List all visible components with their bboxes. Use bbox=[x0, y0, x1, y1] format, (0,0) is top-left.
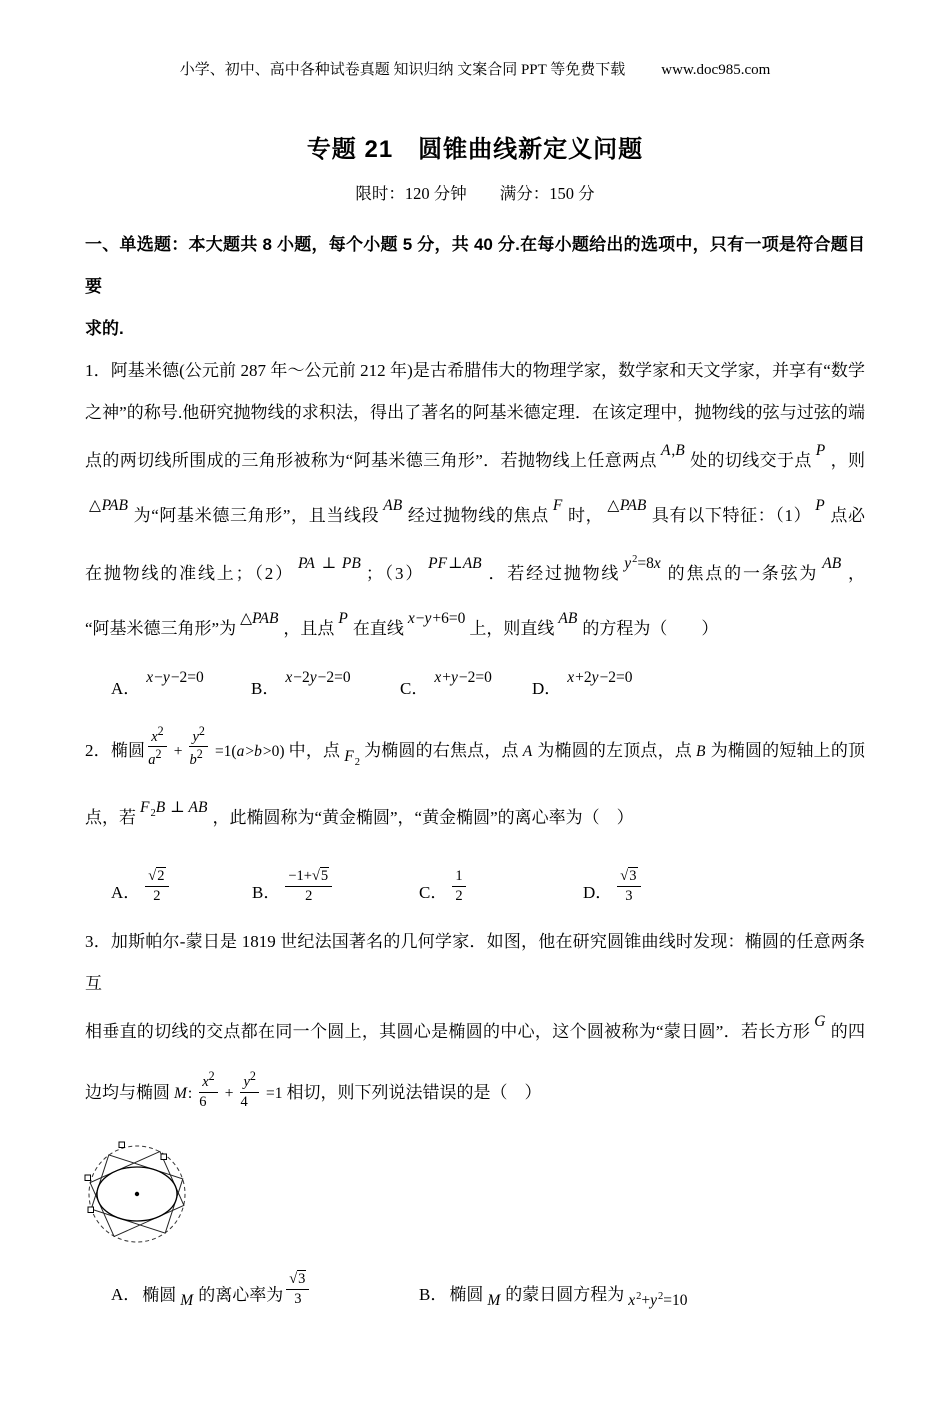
math-expression: x−y+6=0 bbox=[407, 610, 466, 628]
option-label: D． bbox=[583, 882, 613, 902]
math-expression: A,B bbox=[660, 442, 685, 459]
option-B bbox=[419, 1272, 692, 1316]
text-run: 的方程为（ ） bbox=[582, 619, 719, 639]
text-run: 的离心率为 bbox=[198, 1285, 284, 1305]
math-expression: x+y−2=0 bbox=[434, 669, 492, 687]
fraction-denominator: $a^2$ bbox=[148, 747, 162, 769]
option-label: A． bbox=[111, 1285, 141, 1305]
option-label: B． bbox=[252, 882, 281, 902]
math-fraction bbox=[145, 868, 168, 904]
text-run: 之神”的称号.他研究抛物线的求积法，得出了著名的阿基米德定理．在该定理中，抛物线的弦与过弦的端 bbox=[85, 403, 865, 422]
header-url: www.doc985.com bbox=[661, 62, 771, 78]
text-run: 为椭圆的左顶点，点 bbox=[537, 741, 692, 761]
option-A bbox=[111, 669, 251, 710]
math-expression: AB bbox=[558, 610, 578, 628]
math-expression: P bbox=[338, 610, 348, 628]
text-run: ， bbox=[846, 564, 866, 584]
page-header bbox=[0, 58, 950, 79]
option-label: A． bbox=[111, 679, 141, 699]
math-expression: M: bbox=[174, 1084, 193, 1102]
text-run: 椭圆 bbox=[142, 1285, 177, 1305]
fraction-denominator: 2 bbox=[153, 888, 161, 905]
text-line bbox=[85, 1060, 865, 1127]
text-run: 为椭圆的短轴上的顶 bbox=[710, 741, 866, 761]
option-label: D． bbox=[532, 679, 562, 699]
question-1 bbox=[85, 350, 865, 657]
text-run: 椭圆 bbox=[449, 1285, 484, 1305]
math-fraction bbox=[240, 1070, 258, 1110]
vertex-marker bbox=[119, 1142, 125, 1148]
fraction-denominator: $b^2$ bbox=[189, 747, 203, 769]
fraction-denominator: 2 bbox=[305, 888, 313, 905]
text-line bbox=[85, 308, 865, 350]
document-body bbox=[85, 224, 865, 1316]
text-run: ，且点 bbox=[283, 619, 335, 639]
option-label: B． bbox=[419, 1285, 448, 1305]
text-run: 边均与椭圆 bbox=[85, 1082, 170, 1102]
math-expression: + bbox=[173, 743, 183, 761]
math-fraction bbox=[189, 725, 207, 769]
vertex-marker bbox=[161, 1154, 167, 1160]
fraction-numerator: −1+√5 bbox=[285, 868, 332, 887]
fraction-denominator: 4 bbox=[240, 1093, 248, 1110]
monge-circle-diagram bbox=[75, 1133, 203, 1257]
text-line bbox=[85, 1005, 865, 1060]
text-run: 点的两切线所围成的三角形被称为“阿基米德三角形”．若抛物线上任意两点 bbox=[85, 451, 657, 470]
text-run: ，则 bbox=[830, 451, 866, 470]
question-3-options bbox=[85, 1261, 865, 1317]
math-expression: M bbox=[487, 1292, 501, 1310]
option-D bbox=[583, 868, 644, 913]
math-expression: AB bbox=[383, 497, 403, 514]
text-run: 的四 bbox=[830, 1021, 865, 1041]
text-line bbox=[85, 434, 865, 489]
math-expression: $y^2=8x$ bbox=[624, 554, 661, 573]
option-B bbox=[251, 669, 400, 710]
math-expression: P bbox=[815, 442, 826, 459]
text-run: 具有以下特征：（1） bbox=[651, 506, 812, 525]
text-line bbox=[85, 489, 865, 544]
text-run: 在直线 bbox=[352, 619, 404, 639]
math-expression: x+2y−2=0 bbox=[567, 669, 633, 687]
fraction-numerator: $y^2$ bbox=[189, 725, 207, 748]
text-run: 为“阿基米德三角形”，且当线段 bbox=[132, 506, 380, 525]
section-intro bbox=[85, 224, 865, 350]
text-run: 处的切线交于点 bbox=[689, 451, 812, 470]
vertex-marker bbox=[88, 1207, 94, 1213]
text-run: 时， bbox=[567, 506, 604, 525]
fraction-numerator: $y^2$ bbox=[240, 1070, 258, 1093]
text-run: ；（3） bbox=[365, 564, 425, 584]
option-C bbox=[400, 669, 532, 710]
question-2 bbox=[85, 718, 865, 852]
text-line bbox=[85, 224, 865, 308]
math-expression: B bbox=[695, 743, 706, 761]
text-line bbox=[85, 350, 865, 392]
math-expression: G bbox=[814, 1012, 826, 1030]
text-run: 点必 bbox=[829, 506, 866, 525]
math-fraction bbox=[617, 868, 640, 904]
text-line bbox=[85, 544, 865, 602]
text-run: 相切，则下列说法错误的是（ ） bbox=[286, 1082, 542, 1102]
math-expression: $x^2+y^2=10$ bbox=[628, 1291, 688, 1310]
text-run: 上，则直线 bbox=[469, 619, 555, 639]
text-run: 一、单选题：本大题共 8 小题，每个小题 5 分，共 40 分.在每小题给出的选项中，只有一项是符合题目要 bbox=[85, 235, 865, 296]
math-expression: A bbox=[522, 743, 533, 761]
math-expression: PF⊥AB bbox=[428, 555, 482, 573]
text-run: 2．椭圆 bbox=[85, 741, 146, 761]
vertex-marker bbox=[85, 1175, 91, 1181]
question-1-options bbox=[85, 657, 865, 710]
math-fraction bbox=[285, 868, 332, 904]
text-run: ．若经过抛物线 bbox=[486, 564, 621, 584]
fraction-numerator: $x^2$ bbox=[148, 725, 166, 748]
option-B bbox=[252, 868, 419, 913]
fraction-denominator: 3 bbox=[294, 1290, 302, 1307]
fraction-numerator: √3 bbox=[286, 1271, 309, 1290]
option-label: C． bbox=[419, 882, 448, 902]
text-run: 中，点 bbox=[288, 741, 341, 761]
option-A bbox=[111, 868, 252, 913]
text-line bbox=[85, 921, 865, 1005]
page-title: 专题 21 圆锥曲线新定义问题 bbox=[306, 136, 644, 163]
text-line bbox=[85, 791, 865, 852]
math-expression: P bbox=[815, 497, 825, 514]
math-expression: △PAB bbox=[607, 497, 647, 514]
question-2-options bbox=[85, 852, 865, 913]
text-line bbox=[85, 602, 865, 657]
math-expression: PA ⊥ PB bbox=[297, 555, 361, 573]
text-run: 1．阿基米德(公元前 287 年～公元前 212 年)是古希腊伟大的物理学家，数学家和天文学家，并享有“数学 bbox=[85, 361, 865, 380]
fraction-numerator: $x^2$ bbox=[199, 1070, 217, 1093]
text-run: 3．加斯帕尔-蒙日是 1819 世纪法国著名的几何学家．如图，他在研究圆锥曲线时发现：椭圆的任意两条互 bbox=[85, 931, 865, 993]
text-run: “阿基米德三角形”为 bbox=[85, 619, 237, 639]
text-line bbox=[85, 392, 865, 434]
option-D bbox=[532, 669, 637, 710]
monge-circle-figure bbox=[75, 1133, 865, 1259]
math-expression: F bbox=[552, 497, 563, 514]
math-fraction bbox=[199, 1070, 217, 1110]
text-run: 求的. bbox=[85, 319, 124, 338]
math-expression: M bbox=[180, 1292, 194, 1310]
math-expression: △PAB bbox=[89, 497, 128, 514]
text-run: 的焦点的一条弦为 bbox=[665, 564, 819, 584]
math-fraction bbox=[452, 868, 465, 904]
math-expression: AB bbox=[822, 555, 842, 573]
math-expression: x−y−2=0 bbox=[146, 669, 204, 687]
math-fraction bbox=[286, 1271, 309, 1307]
text-run: 的蒙日圆方程为 bbox=[505, 1285, 625, 1305]
math-fraction bbox=[148, 725, 166, 769]
text-line bbox=[85, 718, 865, 791]
center-dot bbox=[135, 1192, 139, 1196]
fraction-denominator: 2 bbox=[455, 888, 463, 905]
math-expression: =1(a>b>0) bbox=[214, 743, 285, 761]
option-A bbox=[111, 1271, 419, 1317]
math-expression: x−2y−2=0 bbox=[285, 669, 351, 687]
vertex-markers bbox=[85, 1142, 167, 1213]
math-expression: =1 bbox=[265, 1084, 283, 1102]
fraction-denominator: 3 bbox=[625, 888, 633, 905]
text-run: ，此椭圆称为“黄金椭圆”，“黄金椭圆”的离心率为（ ） bbox=[212, 808, 634, 828]
text-run: 在抛物线的准线上；（2） bbox=[85, 564, 294, 584]
text-run: 经过抛物线的焦点 bbox=[407, 506, 549, 525]
exam-time-score: 限时：120 分钟 满分：150 分 bbox=[355, 184, 595, 203]
math-expression: $F_2$ bbox=[344, 748, 360, 769]
fraction-numerator: √3 bbox=[617, 868, 640, 887]
option-label: A． bbox=[111, 882, 141, 902]
text-run: 点，若 bbox=[85, 808, 136, 828]
math-expression: △PAB bbox=[240, 610, 279, 628]
fraction-numerator: 1 bbox=[452, 868, 465, 887]
text-run: 为椭圆的右焦点，点 bbox=[363, 741, 519, 761]
fraction-numerator: √2 bbox=[145, 868, 168, 887]
question-3 bbox=[85, 921, 865, 1127]
option-label: B． bbox=[251, 679, 280, 699]
math-expression: + bbox=[224, 1084, 234, 1102]
fraction-denominator: 6 bbox=[199, 1093, 207, 1110]
math-expression: $F_2B$ ⊥ AB bbox=[140, 799, 208, 820]
exam-document-page bbox=[0, 58, 950, 1402]
option-C bbox=[419, 868, 583, 913]
text-run: 相垂直的切线的交点都在同一个圆上，其圆心是椭圆的中心，这个圆被称为“蒙日圆”．若长方形 bbox=[85, 1021, 811, 1041]
header-note: 小学、初中、高中各种试卷真题 知识归纳 文案合同 PPT 等免费下载 bbox=[179, 62, 626, 78]
option-label: C． bbox=[400, 679, 429, 699]
